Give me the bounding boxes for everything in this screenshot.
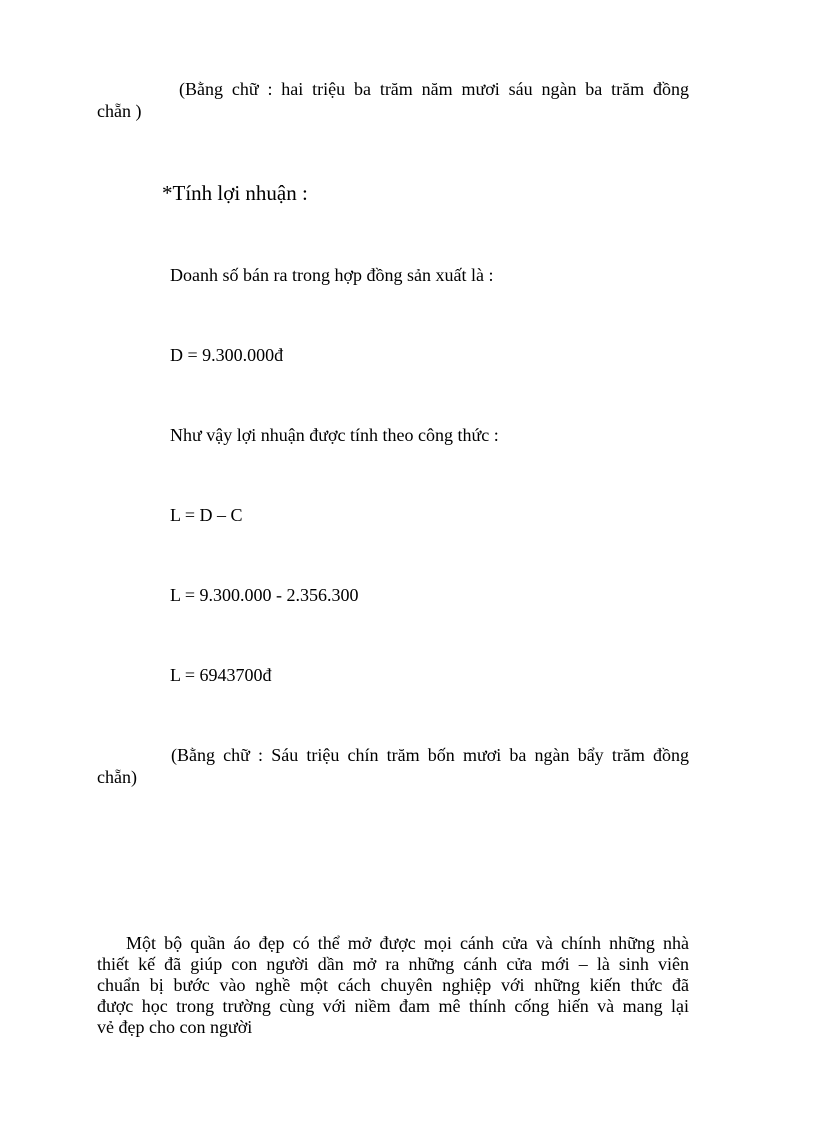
paragraph-line: vẻ đẹp cho con người bbox=[97, 1017, 253, 1037]
paragraph-line: Một bộ quần áo đẹp có thể mở được mọi cánh cửa và chính những nhà bbox=[126, 933, 689, 953]
paragraph-line: thiết kế đã giúp con người dần mở ra những cánh cửa mới – là sinh viên bbox=[97, 954, 689, 974]
formula-substituted: L = 9.300.000 - 2.356.300 bbox=[170, 585, 359, 605]
formula-general: L = D – C bbox=[170, 505, 243, 525]
profit-formula-intro: Như vậy lợi nhuận được tính theo công thức : bbox=[170, 425, 499, 445]
revenue-label: Doanh số bán ra trong hợp đồng sản xuất là : bbox=[170, 265, 494, 285]
closing-paragraph bbox=[97, 933, 689, 1038]
paragraph-line: được học trong trường cùng với niềm đam mê thính cống hiến và mang lại bbox=[97, 996, 689, 1016]
profit-heading: *Tính lợi nhuận : bbox=[162, 181, 308, 205]
amount-in-words-line-1: (Bằng chữ : hai triệu ba trăm năm mươi sáu ngàn ba trăm đồng bbox=[179, 79, 689, 99]
amount-in-words-note-2 bbox=[97, 744, 689, 788]
revenue-formula: D = 9.300.000đ bbox=[170, 345, 284, 365]
paragraph-line: chuẩn bị bước vào nghề một cách chuyên nghiệp với những kiến thức đã bbox=[97, 975, 689, 995]
amount-in-words-line-1: (Bằng chữ : Sáu triệu chín trăm bốn mươi ba ngàn bẩy trăm đồng bbox=[171, 745, 689, 765]
formula-result: L = 6943700đ bbox=[170, 665, 272, 685]
amount-in-words-line-2: chẵn) bbox=[97, 767, 137, 787]
amount-in-words-line-2: chẵn ) bbox=[97, 101, 142, 121]
amount-in-words-note-1 bbox=[97, 78, 689, 122]
